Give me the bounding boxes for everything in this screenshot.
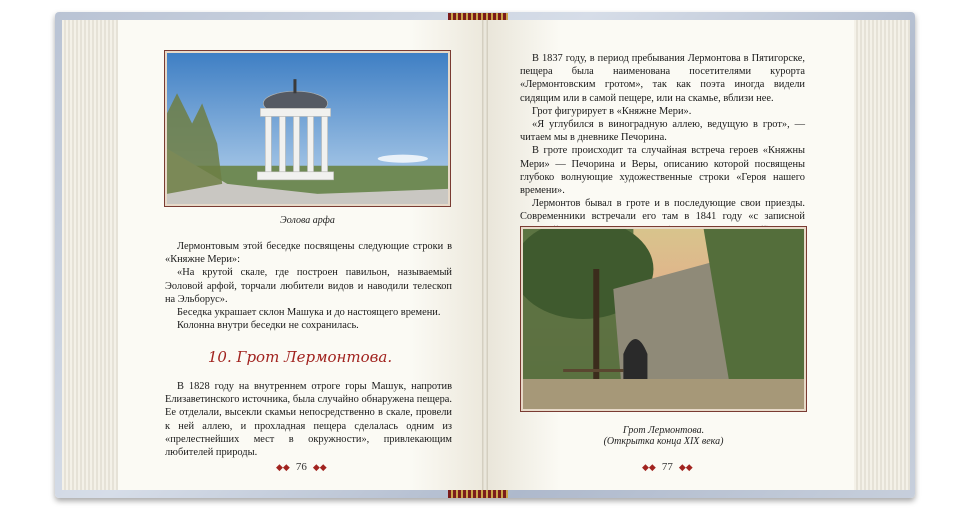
page-number-value: 76 (295, 461, 307, 473)
book-spine (482, 20, 488, 490)
ornament-icon: ◆◆ (276, 461, 290, 472)
gazebo-photo-frame (164, 50, 451, 207)
right-page-number (642, 461, 693, 473)
left-page-number (276, 461, 327, 473)
bookmark-ribbon-bottom (448, 490, 508, 498)
page-edges-right (850, 20, 910, 490)
left-section-text (165, 380, 452, 459)
left-text-block (165, 240, 452, 332)
right-paragraph: В гроте происходит та случайная встреча героев «Княжны Мери» — Печорина и Веры, описанию которой посвящены глубоко волнующие художественные строки «Героя нашего времени». (520, 145, 805, 197)
right-paragraph: В 1837 году, в период пребывания Лермонтова в Пятигорске, пещера была наименована посетителями курорта «Лермонтовским гротом», так как поэта иногда видели сидящим или в самой пещере, или на скамье, вблизи нее. (520, 53, 805, 104)
grotto-caption-line1: Грот Лермонтова. (622, 425, 705, 436)
left-paragraph: Беседка украшает склон Машука и до настоящего времени. (177, 307, 441, 319)
gazebo-caption: Эолова арфа (280, 215, 335, 226)
gazebo-photo (167, 53, 448, 204)
grotto-photo (523, 229, 804, 409)
section-heading: 10. Грот Лермонтова. (207, 348, 393, 366)
ornament-icon: ◆◆ (642, 461, 656, 472)
left-section-paragraph: В 1828 году на внутреннем отроге горы Машук, напротив Елизаветинского источника, была случайно обнаружена пещера. Ее отделали, высекли скамьи непосредственно в скале, провели к ней аллею, и прохладная пещера сделалась одним из «прелестнейших мест в окружности», привлекающим любителей природы. (165, 381, 452, 459)
ornament-icon: ◆◆ (312, 461, 327, 472)
grotto-caption-line2: (Открытка конца XIX века) (603, 436, 724, 447)
right-paragraph: «Я углубился в виноградную аллею, ведущую в грот», — читаем мы в дневнике Печорина. (520, 119, 805, 144)
left-paragraph: Колонна внутри беседки не сохранилась. (177, 320, 359, 332)
ornament-icon: ◆◆ (678, 461, 693, 472)
right-text-block (520, 52, 805, 237)
page-number-value: 77 (661, 461, 673, 473)
right-paragraph: Грот фигурирует в «Княжне Мери». (532, 105, 692, 117)
grotto-caption (520, 425, 807, 447)
grotto-photo-frame (520, 226, 807, 412)
left-paragraph: «На крутой скале, где построен павильон, называемый Эоловой арфой, торчали любители видов и наводили телескоп на Эльборус». (165, 267, 452, 305)
right-paragraph: Лермонтов бывал в гроте и в последующие свои приезды. Современники встречали его там в 1841 году «с записной (520, 198, 805, 223)
left-paragraph: Лермонтовым этой беседке посвящены следующие строки в «Княжне Мери»: (165, 241, 452, 266)
page-edges-left (62, 20, 124, 490)
